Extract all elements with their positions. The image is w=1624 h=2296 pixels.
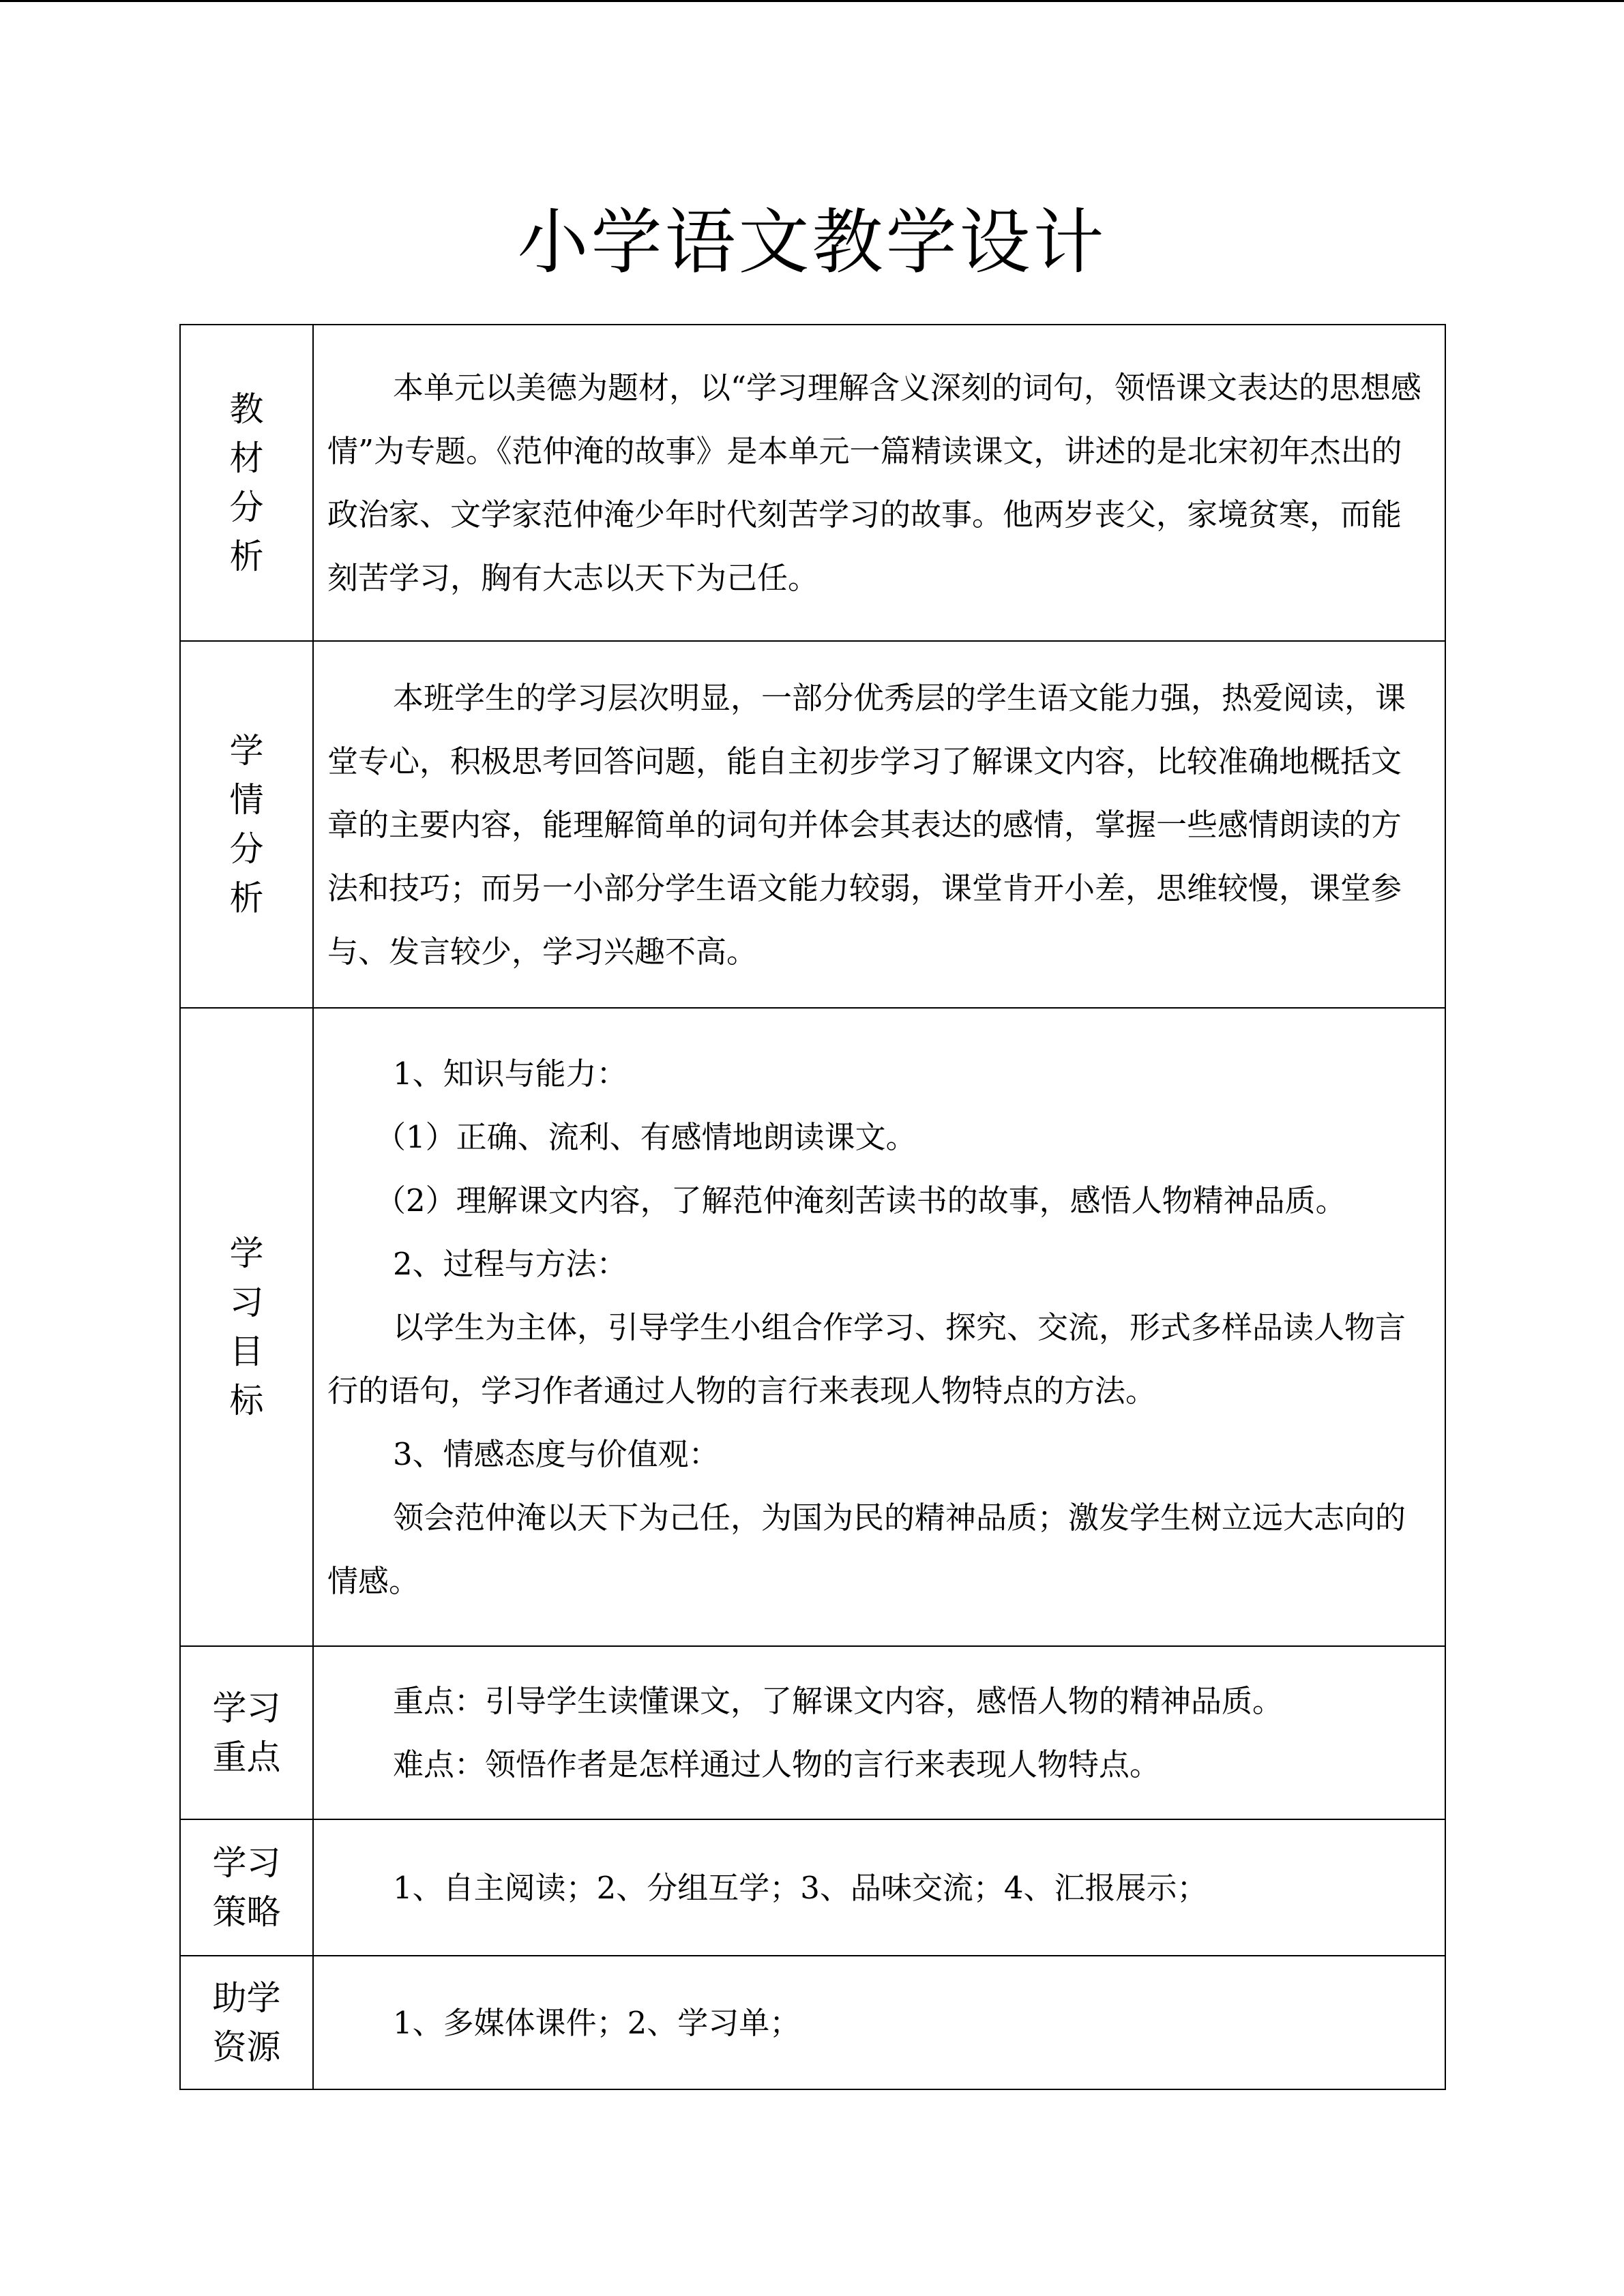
- row-content-cell: [313, 1819, 1445, 1956]
- row-label-cell: [180, 325, 313, 641]
- row-content-cell: [313, 1008, 1445, 1646]
- table-row-resources: [180, 1956, 1445, 2089]
- goal-knowledge-item-1: （1）正确、流利、有感情地朗读课文。: [375, 1118, 917, 1155]
- row-content-cell: [313, 1646, 1445, 1819]
- goal-process-heading: 2、过程与方法：: [393, 1245, 628, 1282]
- key-point-difficulty: 难点：领悟作者是怎样通过人物的言行来表现人物特点。: [393, 1746, 1161, 1783]
- textbook-analysis-text: 本单元以美德为题材，以“学习理解含义深刻的词句，领悟课文表达的思想感情”为专题。《范仲淹的故事》是本单元一篇精读课文，讲述的是北宋初年杰出的政治家、文学家范仲淹少年时代刻苦学习的故事。他两岁丧父，家境贫寒，而能刻苦学习，胸有大志以天下为己任。: [327, 370, 1422, 596]
- table-row-textbook-analysis: [180, 325, 1445, 641]
- goal-knowledge-heading: 1、知识与能力：: [393, 1055, 628, 1092]
- page-title: 小学语文教学设计: [517, 200, 1107, 284]
- resources-text: 1、多媒体课件；2、学习单；: [393, 2004, 801, 2041]
- goal-knowledge-item-2: （2）理解课文内容，了解范仲淹刻苦读书的故事，感悟人物精神品质。: [375, 1182, 1346, 1219]
- row-content-cell: [313, 325, 1445, 641]
- lesson-plan-table: [179, 324, 1446, 2090]
- row-label-cell: [180, 1646, 313, 1819]
- strategy-text: 1、自主阅读；2、分组互学；3、品味交流；4、汇报展示；: [393, 1869, 1208, 1906]
- row-label-textbook-analysis: 教材分析: [229, 389, 264, 576]
- row-label-cell: [180, 641, 313, 1008]
- row-label-cell: [180, 1819, 313, 1956]
- table-row-key-points: [180, 1646, 1445, 1819]
- goal-process-text: 以学生为主体，引导学生小组合作学习、探究、交流，形式多样品读人物言行的语句，学习作者通过人物的言行来表现人物特点的方法。: [327, 1309, 1406, 1409]
- goal-emotion-text: 领会范仲淹以天下为己任，为国为民的精神品质；激发学生树立远大志向的情感。: [327, 1499, 1406, 1599]
- row-content-cell: [313, 1956, 1445, 2089]
- row-label-cell: [180, 1956, 313, 2089]
- goal-emotion-heading: 3、情感态度与价值观：: [393, 1435, 720, 1472]
- row-label-cell: [180, 1008, 313, 1646]
- row-label-student-analysis: 学情分析: [229, 731, 264, 918]
- key-point-focus: 重点：引导学生读懂课文，了解课文内容，感悟人物的精神品质。: [393, 1683, 1284, 1719]
- table-row-strategy: [180, 1819, 1445, 1956]
- row-label-key-points: 学习重点: [212, 1688, 281, 1777]
- row-label-strategy: 学习策略: [212, 1843, 281, 1932]
- row-label-learning-goals: 学习目标: [229, 1234, 264, 1420]
- table-row-student-analysis: [180, 641, 1445, 1008]
- table-row-learning-goals: [180, 1008, 1445, 1646]
- row-content-cell: [313, 641, 1445, 1008]
- row-label-resources: 助学资源: [212, 1978, 281, 2067]
- page-top-border: [0, 0, 1624, 2]
- student-analysis-text: 本班学生的学习层次明显，一部分优秀层的学生语文能力强，热爱阅读，课堂专心，积极思考回答问题，能自主初步学习了解课文内容，比较准确地概括文章的主要内容，能理解简单的词句并体会其表达的感情，掌握一些感情朗读的方法和技巧；而另一小部分学生语文能力较弱，课堂肯开小差，思维较慢，课堂参与、发言较少，学习兴趣不高。: [327, 679, 1406, 970]
